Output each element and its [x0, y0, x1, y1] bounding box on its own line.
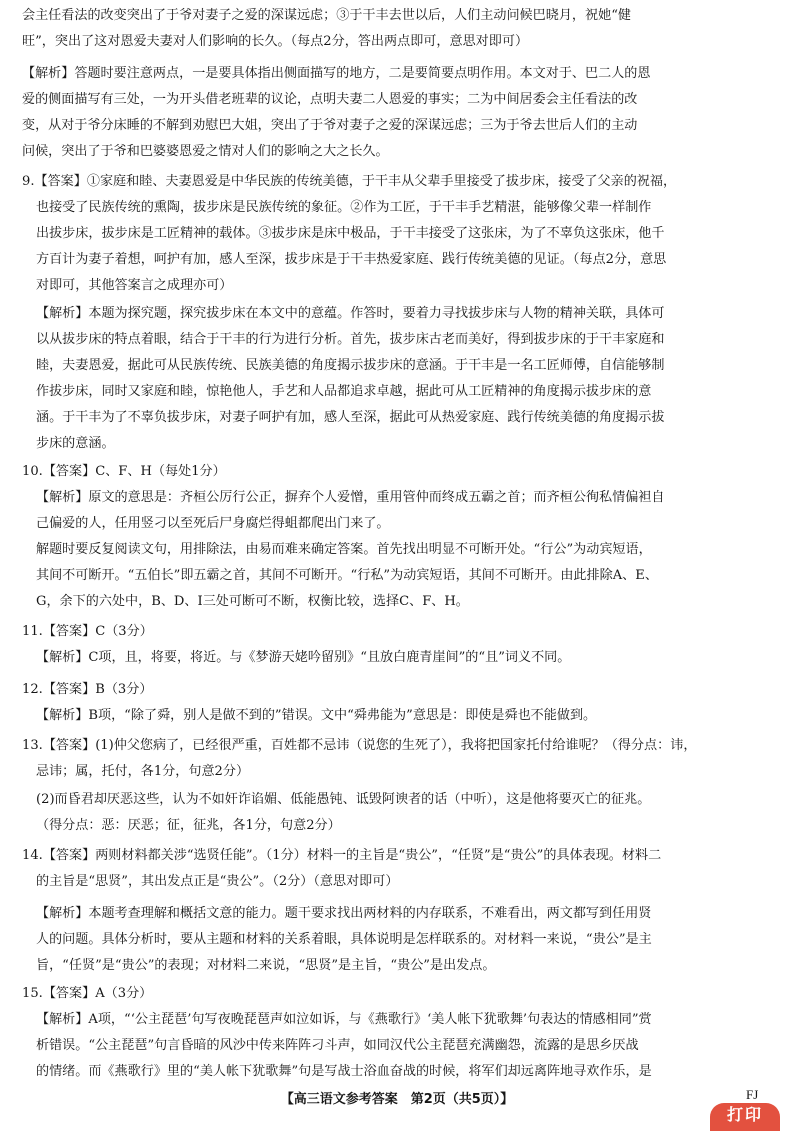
text-line: 11.【答案】C（3分） — [22, 624, 153, 639]
text-line: 作拔步床，同时又家庭和睦，惊艳他人，手艺和人品都追求卓越，据此可从工匠精神的角度揭示拔步床的意 — [36, 384, 652, 399]
text-line: 【解析】B项，“除了舜，别人是做不到的”错误。文中“舜弗能为”意思是：即使是舜也不能做到。 — [36, 708, 597, 723]
text-line: 人的问题。具体分析时，要从主题和材料的关系着眼，具体说明是怎样联系的。对材料一来说，“贵公”是主 — [36, 932, 652, 947]
text-line: G，余下的六处中，B、D、I三处可断可不断，权衡比较，选择C、F、H。 — [36, 594, 469, 609]
text-line: （得分点：恶：厌恶；征，征兆，各1分，句意2分） — [36, 818, 341, 833]
text-line: 其间不可断开。“五伯长”即五霸之首，其间不可断开。“行私”为动宾短语，其间不可断开。由此排除A、E、 — [36, 568, 658, 583]
text-line: 10.【答案】C、F、H（每处1分） — [22, 464, 226, 479]
text-line: 的主旨是“思贤”，其出发点正是“贵公”。（2分）（意思对即可） — [36, 874, 399, 889]
text-line: 旨，“任贤”是“贵公”的表现；对材料二来说，“思贤”是主旨，“贵公”是出发点。 — [36, 958, 496, 973]
text-line: 也接受了民族传统的熏陶，拔步床是民族传统的象征。②作为工匠，于干丰手艺精湛，能够像父辈一样制作 — [36, 200, 652, 215]
text-line: 【解析】本题考查理解和概括文意的能力。题干要求找出两材料的内存联系，不难看出，两文都写到任用贤 — [36, 906, 652, 921]
text-line: 【解析】本题为探究题，探究拔步床在本文中的意蕴。作答时，要着力寻找拔步床与人物的精神关联，具体可 — [36, 306, 665, 321]
text-line: 己偏爱的人，任用竖刁以至死后尸身腐烂得蛆都爬出门来了。 — [36, 516, 390, 531]
text-line: 涵。于干丰为了不辜负拔步床，对妻子呵护有加，感人至深，据此可从热爱家庭、践行传统美德的角度揭示拔 — [36, 410, 665, 425]
text-line: 14.【答案】两则材料都关涉“选贤任能”。（1分）材料一的主旨是“贵公”，“任贤”是“贵公”的具体表现。材料二 — [22, 848, 662, 863]
text-line: 爱的侧面描写有三处，一为开头借老班辈的议论，点明夫妻二人恩爱的事实；二为中间居委会主任看法的改 — [22, 92, 638, 107]
page-footer: 【高三语文参考答案 第2页（共5页）】 — [280, 1092, 514, 1107]
text-line: (2)而昏君却厌恶这些，认为不如奸诈谄媚、低能愚钝、诋毁阿谀者的话（中听），这是他将要灭亡的征兆。 — [36, 792, 651, 807]
text-line: 9.【答案】①家庭和睦、夫妻恩爱是中华民族的传统美德，于干丰从父辈手里接受了拔步床，接受了父亲的祝福， — [22, 174, 677, 189]
text-line: 忌讳；属，托付，各1分，句意2分） — [36, 764, 250, 779]
text-line: 【解析】C项，且，将要，将近。与《梦游天姥吟留别》“且放白鹿青崖间”的“且”词义不同。 — [36, 650, 571, 665]
region-code: FJ — [746, 1087, 759, 1102]
text-line: 【解析】A项，“‘公主琵琶’句写夜晚琵琶声如泣如诉，与《燕歌行》‘美人帐下犹歌舞’句表达的情感相同”赏 — [36, 1012, 652, 1027]
text-line: 睦，夫妻恩爱，据此可从民族传统、民族美德的角度揭示拔步床的意涵。于干丰是一名工匠师傅，自信能够制 — [36, 358, 665, 373]
text-line: 以从拔步床的特点着眼，结合于干丰的行为进行分析。首先，拔步床古老而美好，得到拔步床的于干丰家庭和 — [36, 332, 665, 347]
text-line: 的情绪。而《燕歌行》里的“美人帐下犹歌舞”句是写战士浴血奋战的时候，将军们却远离阵地寻欢作乐，是 — [36, 1064, 652, 1079]
text-line: 对即可，其他答案言之成理亦可） — [36, 278, 233, 293]
text-line: 13.【答案】(1)仲父您病了，已经很严重，百姓都不忌讳（说您的生死了），我将把国家托付给谁呢？（得分点：讳， — [22, 738, 697, 753]
text-line: 会主任看法的改变突出了于爷对妻子之爱的深谋远虑；③于干丰去世以后，人们主动问候巴晓月，祝她“健 — [22, 8, 632, 23]
text-line: 旺”，突出了这对恩爱夫妻对人们影响的长久。（每点2分，答出两点即可，意思对即可） — [22, 34, 529, 49]
text-line: 步床的意涵。 — [36, 436, 115, 451]
text-line: 解题时要反复阅读文句，用排除法，由易而难来确定答案。首先找出明显不可断开处。“行公”为动宾短语， — [36, 542, 652, 557]
print-button[interactable]: 打印 — [710, 1103, 780, 1131]
text-line: 问候，突出了于爷和巴婆婆恩爱之情对人们的影响之大之长久。 — [22, 144, 389, 159]
text-line: 方百计为妻子着想，呵护有加，感人至深，拔步床是于干丰热爱家庭、践行传统美德的见证。（每点2分，意思 — [36, 252, 667, 267]
text-line: 15.【答案】A（3分） — [22, 986, 153, 1001]
text-line: 12.【答案】B（3分） — [22, 682, 153, 697]
text-line: 析错误。“公主琵琶”句言昏暗的风沙中传来阵阵刁斗声，如同汉代公主琵琶充满幽怨，流露的是思乡厌战 — [36, 1038, 639, 1053]
text-line: 【解析】原文的意思是：齐桓公厉行公正，摒弃个人爱憎，重用管仲而终成五霸之首；而齐桓公徇私情偏袒自 — [36, 490, 665, 505]
text-line: 【解析】答题时要注意两点，一是要具体指出侧面描写的地方，二是要简要点明作用。本文对于、巴二人的恩 — [22, 66, 651, 81]
text-line: 变，从对于爷分床睡的不解到劝慰巴大姐，突出了于爷对妻子之爱的深谋远虑；三为于爷去世后人们的主动 — [22, 118, 638, 133]
text-line: 出拔步床，拔步床是工匠精神的载体。③拔步床是床中极品，于干丰接受了这张床，为了不辜负这张床，他千 — [36, 226, 665, 241]
